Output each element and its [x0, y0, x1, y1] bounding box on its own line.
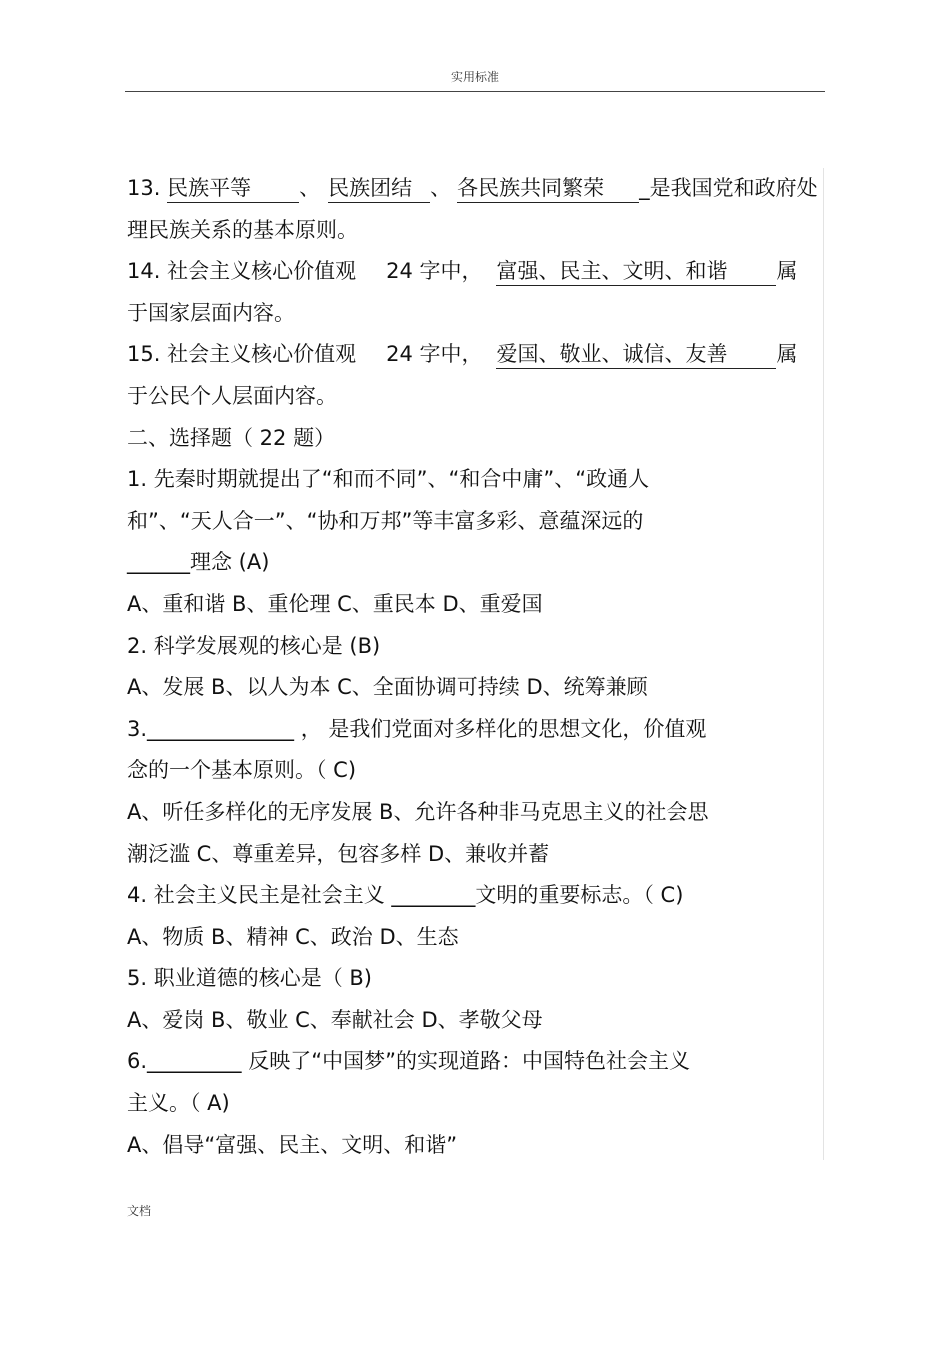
q13-line1 — [127, 168, 822, 210]
q13-blank-2: 民族团结 — [328, 174, 430, 203]
q13-number: 13. — [127, 176, 168, 200]
c5-stem: 5. 职业道德的核心是（ B) — [127, 966, 372, 991]
q13-blank-1: 民族平等 — [167, 174, 299, 203]
header-rule — [125, 91, 825, 92]
section-title: 二、选择题（ 22 题） — [127, 425, 336, 450]
c1-line2: 和”、“天人合一”、“协和万邦”等丰富多彩、意蕴深远的 — [127, 508, 644, 533]
c1-line3: ______理念 (A) — [127, 550, 270, 575]
q13-tail: _是我国党和政府处 — [639, 176, 818, 200]
q14-mid: 24 字中， — [386, 259, 483, 284]
c3-options-2: 潮泛滥 C、尊重差异，包容多样 D、兼收并蓄 — [127, 841, 550, 866]
q13-separator-2: 、 — [430, 176, 452, 200]
c2-options: A、发展 B、以人为本 C、全面协调可持续 D、统筹兼顾 — [127, 675, 648, 700]
c6-option-a: A、倡导“富强、民主、文明、和谐” — [127, 1132, 458, 1157]
c6-line2: 主义。（ A) — [127, 1091, 230, 1116]
c1-line1: 1. 先秦时期就提出了“和而不同”、“和合中庸”、“政通人 — [127, 467, 650, 492]
q15-line1 — [127, 334, 822, 376]
c3-line1: 3.______________ ， 是我们党面对多样化的思想文化，价值观 — [127, 716, 707, 741]
page-header: 实用标准 — [450, 70, 499, 84]
q15-blank: 爱国、敬业、诚信、友善 — [496, 340, 776, 369]
q15-mid: 24 字中， — [386, 342, 483, 367]
q15-line2: 于公民个人层面内容。 — [127, 383, 337, 408]
q15-tail: 属 — [776, 342, 798, 367]
c4-stem: 4. 社会主义民主是社会主义 ________文明的重要标志。（ C) — [127, 883, 684, 908]
c6-line1: 6._________ 反映了“中国梦”的实现道路：中国特色社会主义 — [127, 1049, 690, 1074]
c3-options-1: A、听任多样化的无序发展 B、允许各种非马克思主义的社会思 — [127, 799, 709, 824]
q13-separator-1: 、 — [299, 176, 321, 200]
q13-blank-3: 各民族共同繁荣 — [457, 174, 639, 203]
document-body — [127, 168, 822, 1166]
margin-rule — [823, 168, 824, 1160]
q14-line2: 于国家层面内容。 — [127, 300, 295, 325]
q14-line1 — [127, 251, 822, 293]
q14-blank: 富强、民主、文明、和谐 — [496, 257, 776, 286]
c4-options: A、物质 B、精神 C、政治 D、生态 — [127, 924, 459, 949]
q13-line2: 理民族关系的基本原则。 — [127, 217, 358, 242]
c1-options: A、重和谐 B、重伦理 C、重民本 D、重爱国 — [127, 591, 543, 616]
page-footer: 文档 — [127, 1204, 152, 1218]
c3-line2: 念的一个基本原则。（ C) — [127, 758, 357, 783]
c2-stem: 2. 科学发展观的核心是 (B) — [127, 633, 381, 658]
q15-prefix: 15. 社会主义核心价值观 — [127, 342, 357, 367]
c5-options: A、爱岗 B、敬业 C、奉献社会 D、孝敬父母 — [127, 1007, 543, 1032]
q14-prefix: 14. 社会主义核心价值观 — [127, 259, 357, 284]
q14-tail: 属 — [776, 259, 798, 284]
